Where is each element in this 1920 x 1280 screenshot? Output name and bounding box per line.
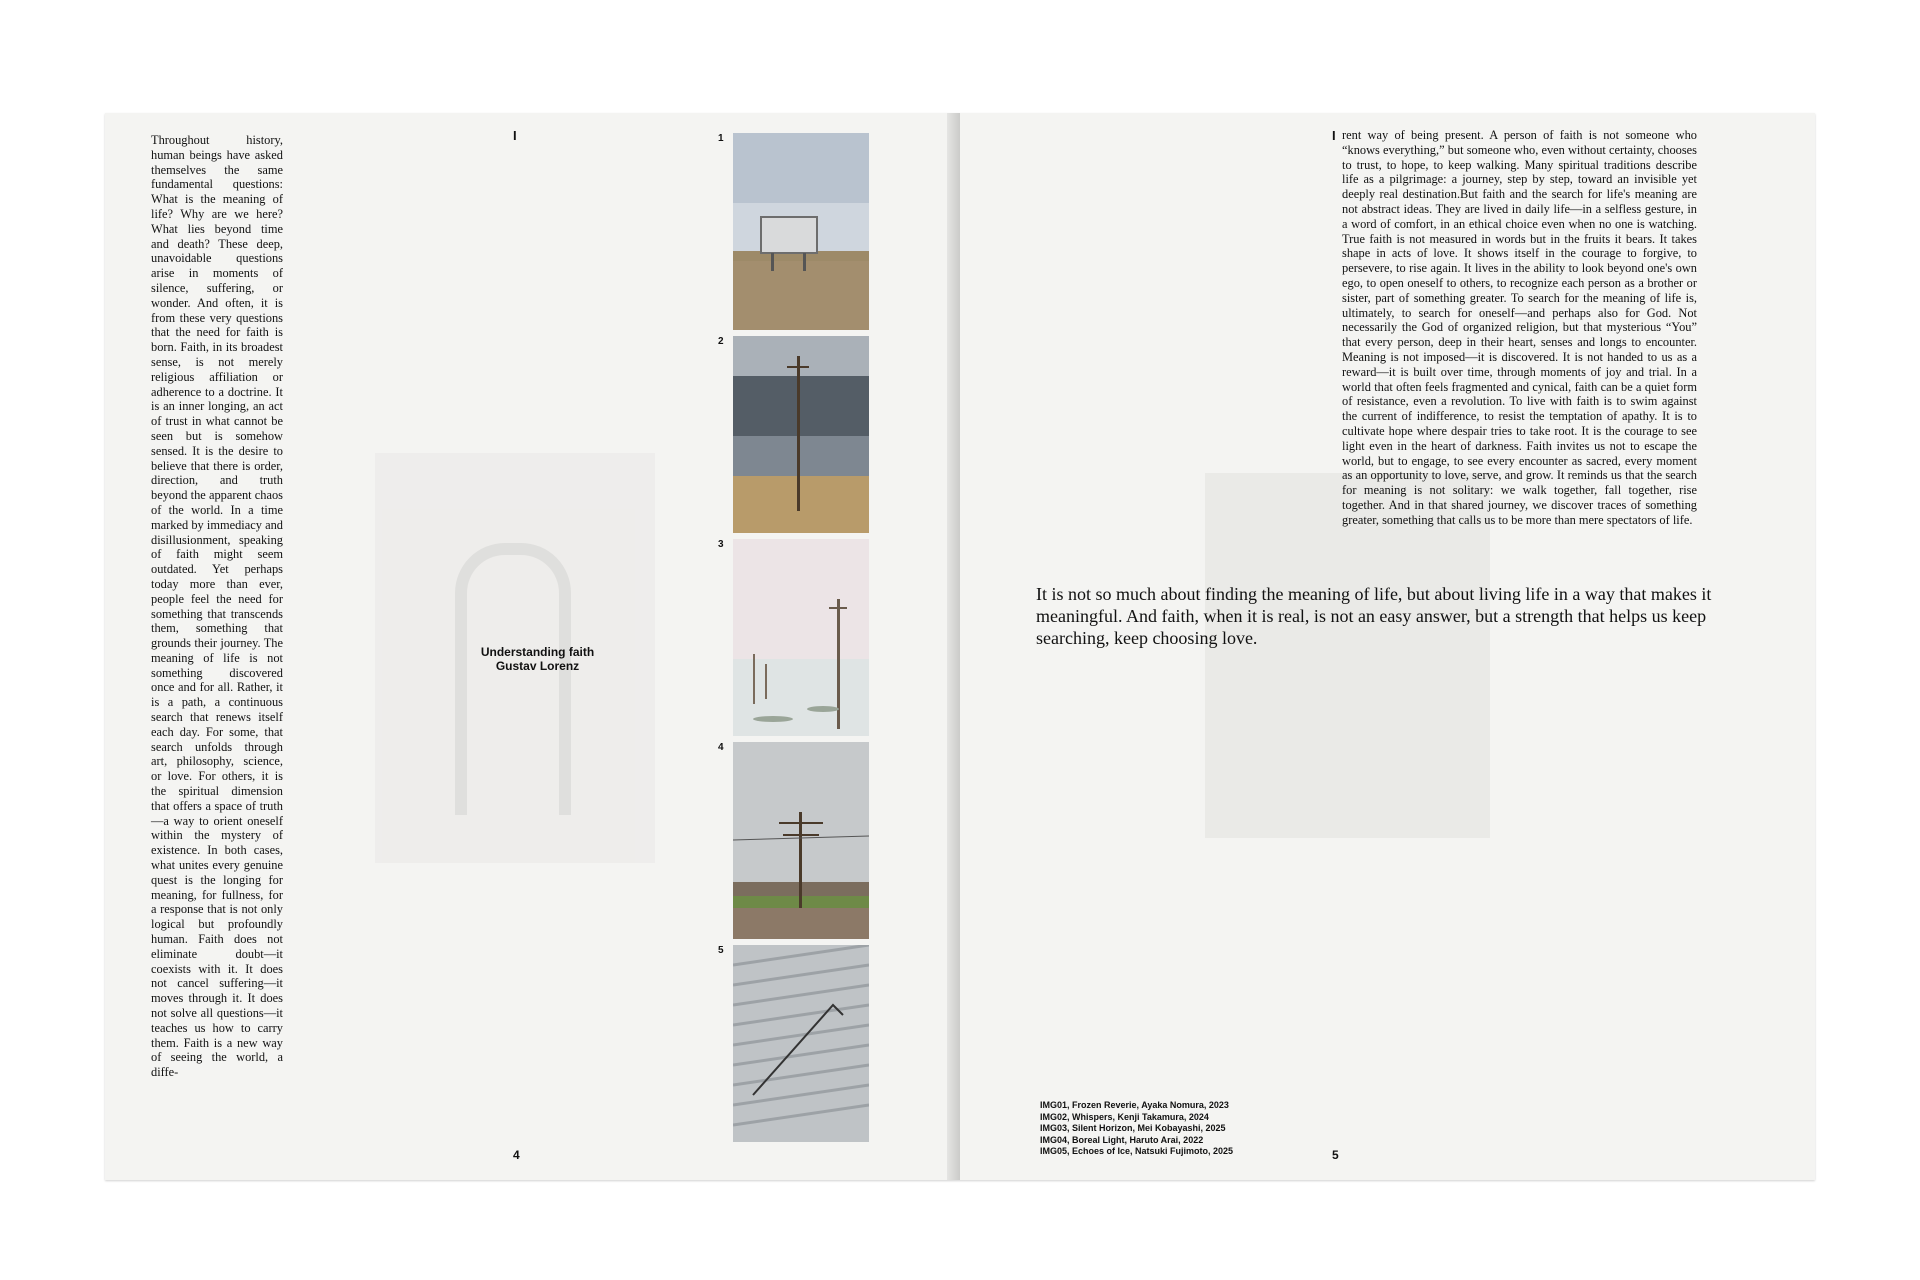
magazine-spread: [105, 113, 1815, 1180]
photo-billboard: [733, 133, 869, 330]
page-marker: I: [513, 128, 517, 143]
article-title-block: [450, 645, 625, 673]
credit-line: IMG01, Frozen Reverie, Ayaka Nomura, 2023: [1040, 1100, 1229, 1110]
photo-item: [718, 336, 869, 533]
photo-item: [718, 539, 869, 736]
photo-item: [718, 742, 869, 939]
photo-pole-storm: [733, 336, 869, 533]
credit-line: IMG04, Boreal Light, Haruto Arai, 2022: [1040, 1134, 1204, 1145]
right-page: [960, 113, 1815, 1180]
photo-poles-snow: [733, 539, 869, 736]
article-title: Understanding faith: [480, 645, 595, 659]
image-credits: [1040, 1100, 1233, 1158]
photo-item: [718, 945, 869, 1142]
photo-number: 4: [718, 742, 724, 753]
body-text-left: Throughout history, human beings have asked themselves the same fundamental questions: What is the meaning of life? Why are we here? What lies beyond time and death? These deep, unavoidable questions arise in moments of silence, suffering, or wonder. And often, it is from these very questions that the need for faith is born. Faith, in its broadest sense, is not merely religious affiliation or adherence to a doctrine. It is an inner longing, an act of trust in what cannot be seen but is somehow sensed. It is the desire to believe that there is order, direction, and truth beyond the apparent chaos of the world. In a time marked by immediacy and disillusionment, speaking of faith might seem outdated. Yet perhaps today more than ever, people feel the need for something that transcends them, something that grounds their journey. The meaning of life is not something discovered once and for all. Rather, it is a path, a continuous search that renews itself each day. For some, that search unfolds through art, philosophy, science, or love. For others, it is the spiritual dimension that offers a space of truth—a way to orient oneself within the mystery of existence. In both cases, what unites every genuine quest is the longing for meaning, for fullness, for a response that is not only logical but profoundly human. Faith does not eliminate doubt—it coexists with it. It does not cancel suffering—it moves through it. It does not solve all questions—it teaches us how to carry them. Faith is a new way of seeing the world, a diffe-: [151, 133, 283, 1080]
page-number: 5: [1332, 1148, 1339, 1162]
page-number: 4: [513, 1148, 520, 1162]
photo-number: 2: [718, 336, 724, 347]
photo-stairs: [733, 945, 869, 1142]
ghost-hook-shape: [455, 543, 571, 815]
photo-item: [718, 133, 869, 330]
body-text-right: rent way of being present. A person of faith is not someone who “knows everything,” but someone who, even without certainty, chooses to trust, to hope, to keep walking. Many spiritual traditions describe life as a pilgrimage: a journey, step by step, toward an invisible yet deeply real destination.But faith and the search for life's meaning are not abstract ideas. They are lived in daily life—in a selfless gesture, in a word of comfort, in an ethical choice even when no one is watching. True faith is not measured in words but in the fruits it bears. It takes shape in acts of love. It shows itself in the courage to forgive, to persevere, to rise again. It lives in the ability to look beyond one's own ego, to open oneself to others, to recognize each person as a brother or sister, part of something greater. To search for the meaning of life is, ultimately, to search for oneself—and perhaps also for God. Not necessarily the God of organized religion, but that mysterious “You” that every person, deep in their heart, senses and longs to encounter. Meaning is not imposed—it is discovered. It is not handed to us as a reward—it is built over time, through moments of joy and trial. In a world that often feels fragmented and cynical, faith can be a quiet form of resistance, even a revolution. To live with faith is to swim against the current of indifference, to resist the temptation of apathy. It is to cultivate hope where despair tries to take root. It is the courage to see light even in the heart of darkness. Faith invites us not to escape the world, but to engage, to see every encounter as sacred, every moment as an opportunity to love, serve, and grow. It reminds us that the search for meaning is not solitary: we walk together, fall together, rise together. And in that shared journey, we discover traces of something greater, something that calls us to be more than mere spectators of life.: [1342, 128, 1697, 527]
photo-number: 1: [718, 133, 724, 144]
credit-line: IMG02, Whispers, Kenji Takamura, 2024: [1040, 1111, 1209, 1122]
photo-number: 5: [718, 945, 724, 956]
credit-line: IMG03, Silent Horizon, Mei Kobayashi, 2025: [1040, 1123, 1226, 1133]
photo-column: [718, 133, 869, 1148]
left-page: [105, 113, 960, 1180]
photo-number: 3: [718, 539, 724, 550]
article-author: Gustav Lorenz: [495, 659, 580, 673]
pull-quote: It is not so much about finding the meaning of life, but about living life in a way that makes it meaningful. And faith, when it is real, is not an easy answer, but a strength that helps us keep searching, keep choosing love.: [1036, 584, 1712, 648]
credit-line: IMG05, Echoes of Ice, Natsuki Fujimoto, 2025: [1040, 1146, 1234, 1156]
photo-pole-field: [733, 742, 869, 939]
page-marker: I: [1332, 128, 1336, 143]
